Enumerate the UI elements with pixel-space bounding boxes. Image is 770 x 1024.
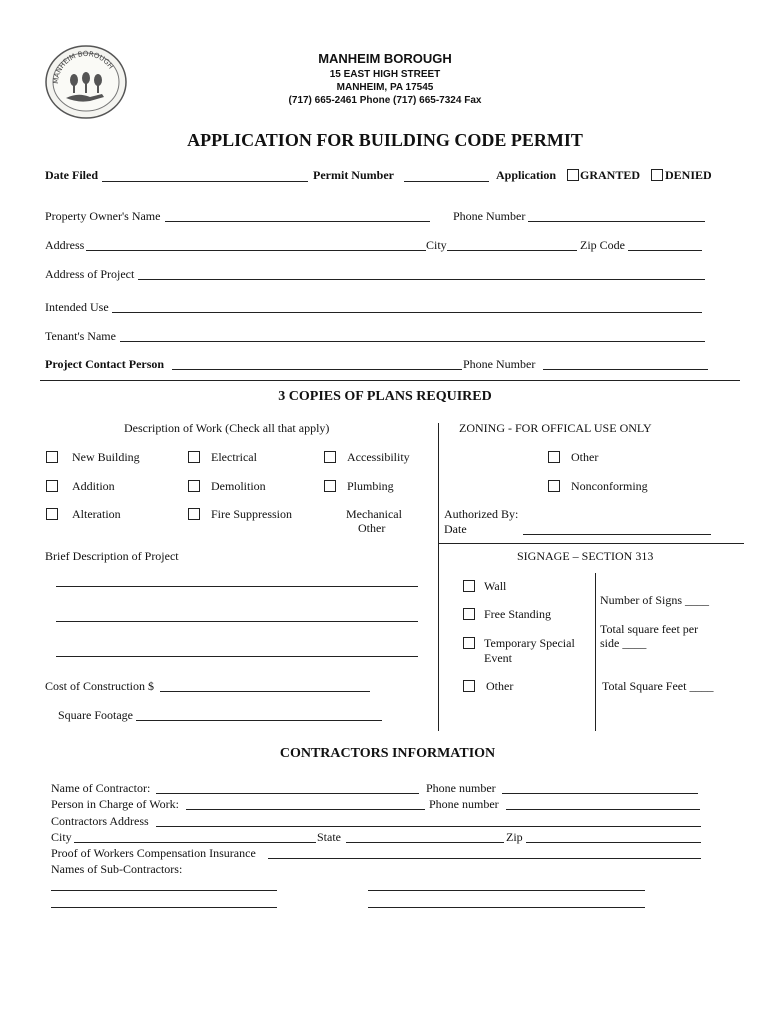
demolition-label: Demolition	[211, 479, 266, 493]
sub-contractor-line-2[interactable]	[368, 890, 645, 891]
number-of-signs-label: Number of Signs ____	[600, 593, 709, 607]
zip-field[interactable]	[628, 250, 702, 251]
granted-label: GRANTED	[580, 168, 641, 182]
accessibility-checkbox[interactable]	[324, 451, 336, 463]
date-filed-field[interactable]	[102, 181, 308, 182]
signage-divider	[595, 573, 596, 731]
temporary-special-label: Temporary Special	[484, 636, 575, 650]
new-building-checkbox[interactable]	[46, 451, 58, 463]
person-phone-label: Phone number	[429, 797, 499, 811]
authorized-by-label: Authorized By:	[444, 507, 519, 521]
free-standing-label: Free Standing	[484, 607, 551, 621]
contractor-address-label: Contractors Address	[51, 814, 149, 828]
sub-contractor-line-3[interactable]	[51, 907, 277, 908]
city-field[interactable]	[447, 250, 577, 251]
fire-suppression-checkbox[interactable]	[188, 508, 200, 520]
wall-checkbox[interactable]	[463, 580, 475, 592]
mechanical-other-label: Other	[358, 521, 386, 535]
column-divider	[438, 423, 439, 731]
contact-field[interactable]	[172, 369, 462, 370]
sqft-per-side-label-2: side ____	[600, 636, 647, 650]
addition-label: Addition	[72, 479, 115, 493]
seal-text: MANHEIM BOROUGH	[51, 49, 115, 85]
owner-phone-label: Phone Number	[453, 209, 526, 223]
permit-number-field[interactable]	[404, 181, 489, 182]
address-label: Address	[45, 238, 85, 252]
section-divider	[40, 380, 740, 381]
owner-name-field[interactable]	[165, 221, 430, 222]
electrical-checkbox[interactable]	[188, 451, 200, 463]
signage-other-label: Other	[486, 679, 514, 693]
contractor-zip-field[interactable]	[526, 842, 701, 843]
denied-checkbox[interactable]	[651, 169, 663, 181]
tenant-field[interactable]	[120, 341, 705, 342]
temporary-event-label: Event	[484, 651, 512, 665]
fire-suppression-label: Fire Suppression	[211, 507, 292, 521]
plumbing-checkbox[interactable]	[324, 480, 336, 492]
zoning-other-checkbox[interactable]	[548, 451, 560, 463]
denied-label: DENIED	[665, 168, 712, 182]
zoning-date-label: Date	[444, 522, 467, 536]
signage-heading: SIGNAGE – SECTION 313	[517, 549, 654, 563]
intended-use-field[interactable]	[112, 312, 702, 313]
date-filed-label: Date Filed	[45, 168, 98, 182]
temporary-special-event-checkbox[interactable]	[463, 637, 475, 649]
org-phone: (717) 665-2461 Phone (717) 665-7324 Fax	[288, 95, 482, 106]
contractor-address-field[interactable]	[156, 826, 701, 827]
contractor-zip-label: Zip	[506, 830, 523, 844]
sub-contractor-line-1[interactable]	[51, 890, 277, 891]
work-heading: Description of Work (Check all that apply)	[124, 421, 330, 435]
zoning-heading: ZONING - FOR OFFICAL USE ONLY	[459, 421, 652, 435]
org-city: MANHEIM, PA 17545	[336, 82, 434, 93]
contact-phone-field[interactable]	[543, 369, 708, 370]
electrical-label: Electrical	[211, 450, 257, 464]
contractor-city-field[interactable]	[74, 842, 316, 843]
brief-description-label: Brief Description of Project	[45, 549, 179, 563]
permit-number-label: Permit Number	[313, 168, 394, 182]
city-label: City	[426, 238, 447, 252]
cost-label: Cost of Construction $	[45, 679, 155, 693]
contractor-phone-field[interactable]	[502, 793, 698, 794]
alteration-label: Alteration	[72, 507, 121, 521]
plumbing-label: Plumbing	[347, 479, 394, 493]
brief-description-line-3[interactable]	[56, 656, 418, 657]
person-in-charge-field[interactable]	[186, 809, 425, 810]
zoning-other-label: Other	[571, 450, 599, 464]
owner-name-label: Property Owner's Name	[45, 209, 161, 223]
owner-phone-field[interactable]	[528, 221, 705, 222]
address-field[interactable]	[86, 250, 426, 251]
person-in-charge-label: Person in Charge of Work:	[51, 797, 179, 811]
addition-checkbox[interactable]	[46, 480, 58, 492]
granted-checkbox[interactable]	[567, 169, 579, 181]
nonconforming-checkbox[interactable]	[548, 480, 560, 492]
contractors-heading: CONTRACTORS INFORMATION	[279, 746, 496, 761]
sub-contractor-line-4[interactable]	[368, 907, 645, 908]
brief-description-line-1[interactable]	[56, 586, 418, 587]
project-address-field[interactable]	[138, 279, 705, 280]
project-address-label: Address of Project	[45, 267, 135, 281]
page-title: APPLICATION FOR BUILDING CODE PERMIT	[187, 130, 583, 150]
zoning-date-field[interactable]	[523, 534, 711, 535]
zip-label: Zip Code	[580, 238, 625, 252]
org-street: 15 EAST HIGH STREET	[329, 69, 441, 80]
intended-use-label: Intended Use	[45, 300, 109, 314]
cost-field[interactable]	[160, 691, 370, 692]
mechanical-label: Mechanical	[346, 507, 402, 521]
signage-other-checkbox[interactable]	[463, 680, 475, 692]
wall-label: Wall	[484, 579, 507, 593]
nonconforming-label: Nonconforming	[571, 479, 648, 493]
org-name: MANHEIM BOROUGH	[318, 51, 452, 66]
contractor-state-field[interactable]	[346, 842, 504, 843]
application-label: Application	[496, 168, 557, 182]
contractor-name-label: Name of Contractor:	[51, 781, 151, 795]
workers-comp-field[interactable]	[268, 858, 701, 859]
contractor-state-label: State	[317, 830, 341, 844]
tenant-label: Tenant's Name	[45, 329, 116, 343]
zoning-divider	[438, 543, 744, 544]
alteration-checkbox[interactable]	[46, 508, 58, 520]
contractor-phone-label: Phone number	[426, 781, 496, 795]
contact-phone-label: Phone Number	[463, 357, 536, 371]
square-footage-label: Square Footage	[58, 708, 133, 722]
contractor-city-label: City	[51, 830, 72, 844]
workers-comp-label: Proof of Workers Compensation Insurance	[51, 846, 256, 860]
person-phone-field[interactable]	[506, 809, 700, 810]
sqft-per-side-label: Total square feet per	[600, 622, 699, 636]
plans-heading: 3 COPIES OF PLANS REQUIRED	[278, 389, 492, 404]
brief-description-line-2[interactable]	[56, 621, 418, 622]
contact-label: Project Contact Person	[45, 357, 165, 371]
demolition-checkbox[interactable]	[188, 480, 200, 492]
square-footage-field[interactable]	[136, 720, 382, 721]
free-standing-checkbox[interactable]	[463, 608, 475, 620]
manheim-seal-logo	[44, 44, 128, 120]
contractor-name-field[interactable]	[156, 793, 419, 794]
new-building-label: New Building	[72, 450, 140, 464]
accessibility-label: Accessibility	[347, 450, 410, 464]
total-sqft-label: Total Square Feet ____	[602, 679, 714, 693]
sub-contractors-label: Names of Sub-Contractors:	[51, 862, 183, 876]
